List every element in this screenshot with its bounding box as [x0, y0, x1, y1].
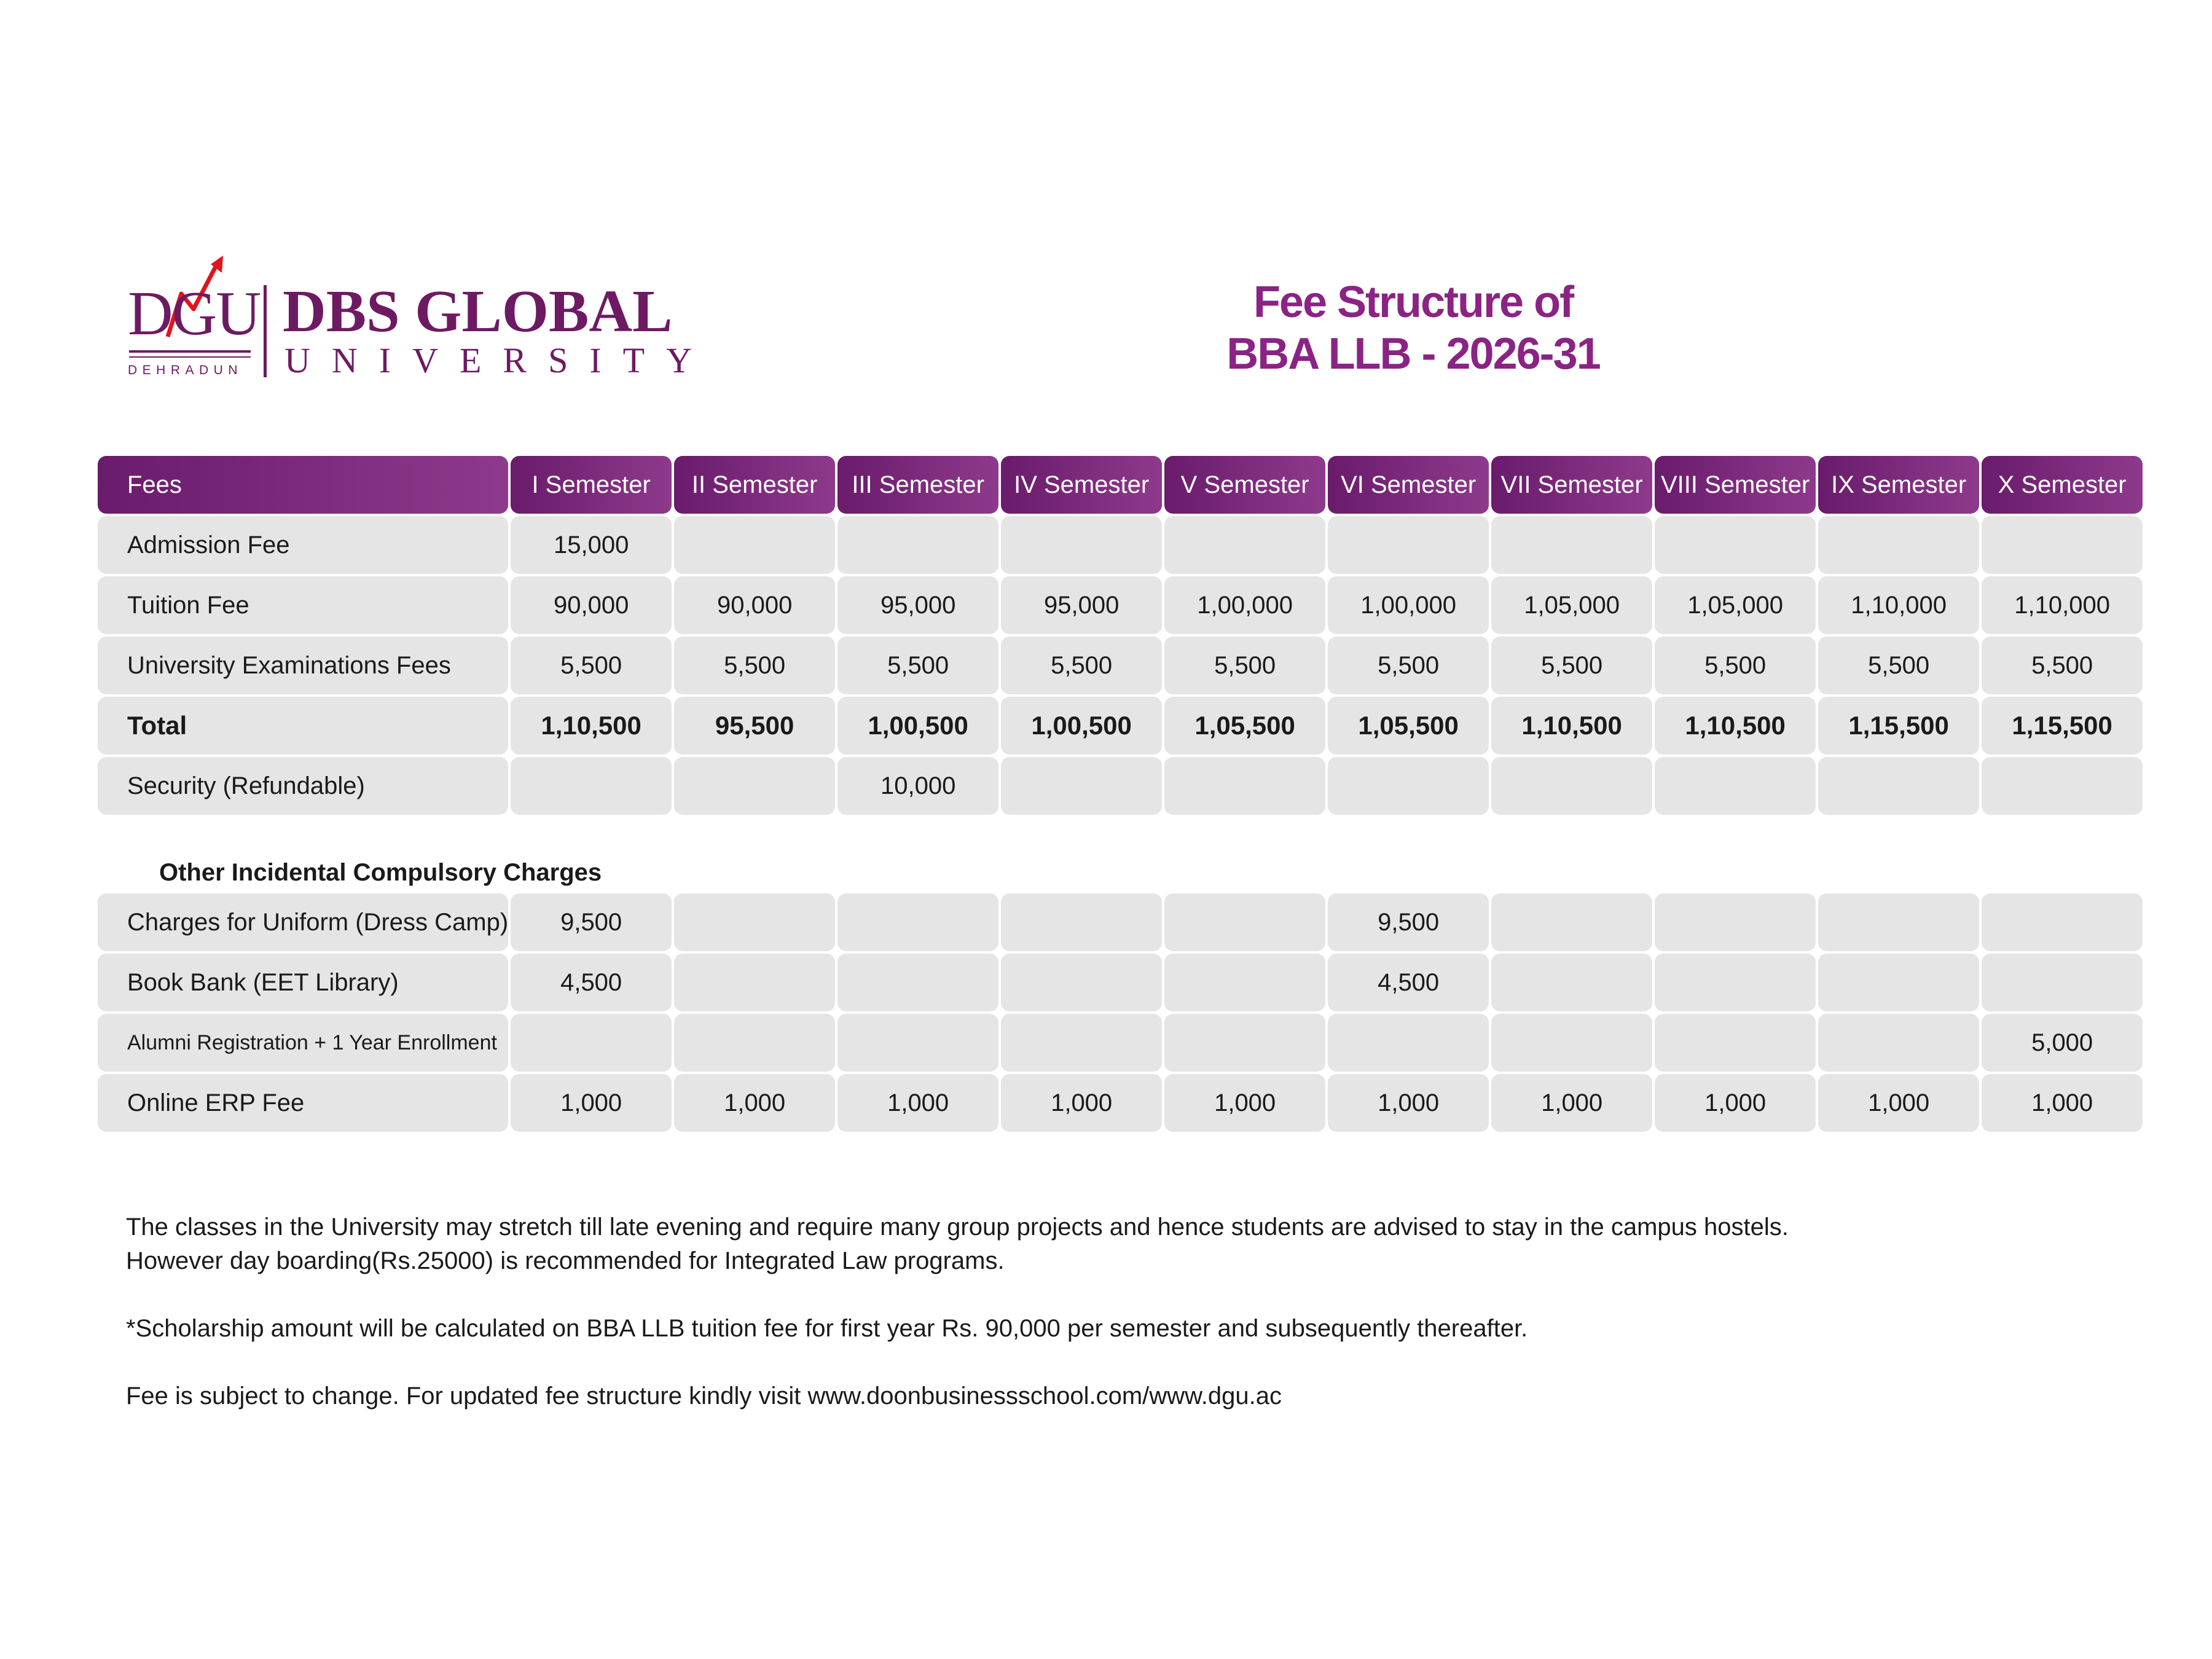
- table-cell: 1,00,500: [837, 697, 998, 755]
- note-scholarship: *Scholarship amount will be calculated on BBA LLB tuition fee for first year Rs. 90,000 per semester and subsequently thereafter.: [126, 1315, 1528, 1342]
- table-cell: [1328, 1014, 1489, 1072]
- table-cell: [837, 954, 998, 1011]
- table-cell: [1001, 954, 1162, 1011]
- row-label: University Examinations Fees: [98, 637, 508, 694]
- table-cell: [1328, 516, 1489, 574]
- column-header: VI Semester: [1328, 456, 1489, 514]
- column-header: Fees: [98, 456, 508, 514]
- page-title-line2: BBA LLB - 2026-31: [1226, 329, 1600, 378]
- table-spacer: [98, 817, 2143, 852]
- fee-table: [95, 453, 2145, 1134]
- section-title: Other Incidental Compulsory Charges: [159, 858, 602, 886]
- table-cell: 9,500: [511, 893, 672, 951]
- table-cell: 1,05,000: [1491, 576, 1652, 634]
- table-cell: 1,000: [1818, 1074, 1979, 1132]
- table-cell: 1,00,000: [1328, 576, 1489, 634]
- table-header-row: [98, 456, 2143, 514]
- table-cell: 1,15,500: [1982, 697, 2143, 755]
- table-cell: 5,500: [674, 637, 835, 694]
- table-cell: 5,500: [511, 637, 672, 694]
- page-title: [1106, 276, 1720, 380]
- column-header: IX Semester: [1818, 456, 1979, 514]
- table-cell: 1,10,500: [1655, 697, 1816, 755]
- table-cell: 1,05,500: [1328, 697, 1489, 755]
- column-header: III Semester: [837, 456, 998, 514]
- table-cell: [1982, 954, 2143, 1011]
- table-cell: 5,500: [1328, 637, 1489, 694]
- table-cell: 1,000: [674, 1074, 835, 1132]
- table-cell: [1491, 516, 1652, 574]
- table-cell: 1,000: [1328, 1074, 1489, 1132]
- table-cell: [511, 757, 672, 815]
- table-cell: 1,10,000: [1982, 576, 2143, 634]
- table-row: [98, 954, 2143, 1011]
- table-cell: 1,15,500: [1818, 697, 1979, 755]
- table-cell: [1001, 893, 1162, 951]
- table-cell: [1164, 954, 1325, 1011]
- table-cell: [1818, 757, 1979, 815]
- table-cell: [1001, 516, 1162, 574]
- table-cell: 1,000: [511, 1074, 672, 1132]
- table-cell: [1491, 954, 1652, 1011]
- table-cell: 5,000: [1982, 1014, 2143, 1072]
- table-cell: [674, 1014, 835, 1072]
- page-title-line1: Fee Structure of: [1253, 278, 1574, 327]
- table-cell: [1655, 893, 1816, 951]
- note-disclaimer: Fee is subject to change. For updated fee structure kindly visit www.doonbusinessschool.com/www.dgu.ac: [126, 1382, 1282, 1410]
- notes: [126, 1210, 2092, 1413]
- table-cell: [1491, 893, 1652, 951]
- logo-rule: [129, 350, 251, 353]
- table-cell: 1,000: [1982, 1074, 2143, 1132]
- table-cell: 1,05,000: [1655, 576, 1816, 634]
- table-cell: [1655, 757, 1816, 815]
- table-cell: [1164, 516, 1325, 574]
- table-cell: 15,000: [511, 516, 672, 574]
- table-cell: 1,10,500: [511, 697, 672, 755]
- table-cell: [1655, 954, 1816, 1011]
- row-label: Admission Fee: [98, 516, 508, 574]
- table-cell: 1,00,500: [1001, 697, 1162, 755]
- table-cell: 90,000: [511, 576, 672, 634]
- table-cell: 1,10,000: [1818, 576, 1979, 634]
- column-header: IV Semester: [1001, 456, 1162, 514]
- table-cell: 5,500: [1655, 637, 1816, 694]
- table-cell: 95,000: [1001, 576, 1162, 634]
- column-header: V Semester: [1164, 456, 1325, 514]
- table-row: [98, 757, 2143, 815]
- table-cell: 10,000: [837, 757, 998, 815]
- table-cell: [837, 1014, 998, 1072]
- row-label: Online ERP Fee: [98, 1074, 508, 1132]
- table-row: [98, 1014, 2143, 1072]
- table-cell: 9,500: [1328, 893, 1489, 951]
- row-label: Total: [98, 697, 508, 755]
- logo-name-line1: DBS GLOBAL: [283, 278, 673, 345]
- row-label: Alumni Registration + 1 Year Enrollment: [98, 1014, 508, 1072]
- table-cell: 5,500: [1001, 637, 1162, 694]
- university-logo: [126, 251, 713, 380]
- table-cell: [674, 893, 835, 951]
- column-header: II Semester: [674, 456, 835, 514]
- table-cell: 95,000: [837, 576, 998, 634]
- table-cell: 5,500: [1818, 637, 1979, 694]
- table-cell: 1,000: [1001, 1074, 1162, 1132]
- logo-mark-text: DGU: [128, 279, 260, 348]
- table-cell: 5,500: [1982, 637, 2143, 694]
- logo-divider: [264, 285, 267, 377]
- row-label: Security (Refundable): [98, 757, 508, 815]
- table-cell: [837, 893, 998, 951]
- column-header: VII Semester: [1491, 456, 1652, 514]
- table-cell: [1818, 516, 1979, 574]
- table-cell: [1982, 516, 2143, 574]
- column-header: VIII Semester: [1655, 456, 1816, 514]
- table-cell: [1818, 893, 1979, 951]
- table-cell: 4,500: [511, 954, 672, 1011]
- column-header: I Semester: [511, 456, 672, 514]
- table-cell: [1655, 1014, 1816, 1072]
- row-label: Tuition Fee: [98, 576, 508, 634]
- table-cell: [1164, 1014, 1325, 1072]
- table-row: [98, 576, 2143, 634]
- table-cell: [1164, 893, 1325, 951]
- table-cell: [837, 516, 998, 574]
- table-cell: 1,000: [1491, 1074, 1652, 1132]
- table-cell: [674, 516, 835, 574]
- table-cell: 5,500: [1164, 637, 1325, 694]
- table-cell: [1491, 757, 1652, 815]
- dgu-emblem: [126, 251, 258, 380]
- logo-rule-thin: [129, 356, 251, 358]
- table-cell: [674, 757, 835, 815]
- table-row: [98, 516, 2143, 574]
- table-cell: 5,500: [837, 637, 998, 694]
- section-row: [98, 854, 2143, 891]
- table-cell: [1491, 1014, 1652, 1072]
- table-row: [98, 893, 2143, 951]
- row-label: Charges for Uniform (Dress Camp): [98, 893, 508, 951]
- note-hostel: The classes in the University may stretch till late evening and require many group projects and hence students are advised to stay in the campus hostels.: [126, 1214, 1789, 1241]
- table-cell: 4,500: [1328, 954, 1489, 1011]
- table-cell: 1,000: [837, 1074, 998, 1132]
- row-label: Book Bank (EET Library): [98, 954, 508, 1011]
- table-cell: 1,000: [1164, 1074, 1325, 1132]
- table-cell: [511, 1014, 672, 1072]
- note-day-boarding: However day boarding(Rs.25000) is recommended for Integrated Law programs.: [126, 1247, 1005, 1274]
- table-cell: 90,000: [674, 576, 835, 634]
- table-cell: [1164, 757, 1325, 815]
- logo-name-line2: UNIVERSITY: [284, 340, 713, 380]
- table-cell: 1,05,500: [1164, 697, 1325, 755]
- table-cell: [1818, 954, 1979, 1011]
- table-cell: 1,00,000: [1164, 576, 1325, 634]
- table-cell: [1655, 516, 1816, 574]
- column-header: X Semester: [1982, 456, 2143, 514]
- total-row: [98, 697, 2143, 755]
- table-cell: [1818, 1014, 1979, 1072]
- table-cell: [1001, 757, 1162, 815]
- table-cell: 5,500: [1491, 637, 1652, 694]
- table-cell: [1001, 1014, 1162, 1072]
- table-cell: 1,000: [1655, 1074, 1816, 1132]
- table-cell: 95,500: [674, 697, 835, 755]
- table-row: [98, 637, 2143, 694]
- logo-city: DEHRADUN: [128, 363, 243, 377]
- table-cell: [1328, 757, 1489, 815]
- table-cell: [1982, 757, 2143, 815]
- table-cell: [1982, 893, 2143, 951]
- table-cell: 1,10,500: [1491, 697, 1652, 755]
- table-cell: [674, 954, 835, 1011]
- table-row: [98, 1074, 2143, 1132]
